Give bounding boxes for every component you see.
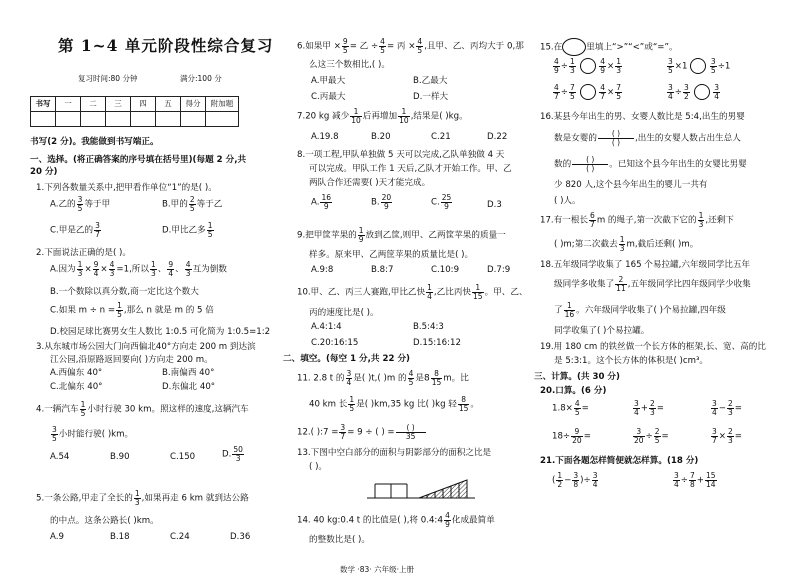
question-12: 12.( ):7 = $\frac{3}{7}$ = 9 ÷ ( ) = $\frac{( )}{35}$ — [297, 424, 427, 440]
q8-option-d[interactable]: D.3 — [487, 200, 502, 210]
section-1-heading: 一、选择。(将正确答案的序号填在括号里)(每题 2 分,共 — [30, 155, 247, 165]
q3-option-c[interactable]: C.北偏东 40° — [50, 382, 103, 392]
q10-option-b[interactable]: B.5:4:3 — [413, 322, 444, 332]
question-8: 8.一项工程,甲队单独做 5 天可以完成,乙队单独做 4 天 — [297, 150, 505, 160]
question-21: 21.下面各题怎样简便就怎样算。(18 分) — [540, 456, 699, 466]
question-10-cont: 丙的速度比是( )。 — [309, 308, 379, 318]
compare-circle-icon — [562, 38, 586, 56]
calc-item[interactable]: $\frac{3}{4}$ ÷ $\frac{7}{8}$ + $\frac{15}{14}$ — [674, 471, 716, 489]
q2-option-c[interactable]: C.如果 m ÷ n = $\frac{1}{5}$ ,那么 n 就是 m 的 5 倍 — [50, 301, 214, 319]
q7-option-a[interactable]: A.19.8 — [311, 132, 339, 142]
calc-item[interactable]: $\frac{3}{4}$ + $\frac{2}{3}$ = — [634, 399, 664, 417]
question-14-cont: 的整数比是( )。 — [309, 535, 370, 545]
q1-option-b[interactable]: B.甲的 $\frac{2}{5}$ 等于乙 — [162, 195, 223, 213]
q2-option-d[interactable]: D.校园足球比赛男女生人数比 1:0.5 可化简为 1:0.5=1:2 — [50, 327, 271, 337]
calc-item[interactable]: $\frac{3}{20}$ ÷ $\frac{2}{5}$ = — [634, 427, 669, 445]
q5-option-b[interactable]: B.18 — [110, 532, 130, 542]
q4-option-a[interactable]: A.54 — [50, 452, 70, 462]
section-2-heading: 二、填空。(每空 1 分,共 22 分) — [283, 354, 410, 364]
answer-circle-icon — [580, 58, 596, 74]
calc-item[interactable]: $\frac{3}{4}$ − $\frac{2}{3}$ = — [712, 399, 742, 417]
q6-option-c[interactable]: C.丙最大 — [311, 92, 346, 102]
q5-option-d[interactable]: D.36 — [230, 532, 251, 542]
score-cell[interactable] — [206, 112, 239, 127]
question-18: 18.五年级同学收集了 165 个易拉罐,六年级同学比五年 — [540, 260, 751, 270]
question-9-cont: 样多。原来甲、乙两筐苹果的质量比是( )。 — [309, 250, 474, 260]
question-10: 10.甲、乙、丙三人赛跑,甲比乙快 $\frac{1}{4}$ ,乙比丙快 $\frac{1}{15}$ 。甲、乙、 — [297, 283, 528, 301]
q10-option-d[interactable]: D.15:16:12 — [413, 338, 461, 348]
score-header: 附加题 — [206, 97, 239, 112]
question-19-cont: 是 5:3:1。这个长方体的体积是( )cm³。 — [554, 356, 709, 366]
score-header: 书写 — [31, 97, 56, 112]
answer-circle-icon — [694, 84, 710, 100]
calc-item[interactable]: 1.8× $\frac{4}{5}$ = — [552, 399, 589, 417]
q6-option-a[interactable]: A.甲最大 — [311, 76, 346, 86]
score-cell[interactable] — [81, 112, 106, 127]
question-20: 20.口算。(6 分) — [540, 386, 607, 396]
question-6-cont: 么这三个数相比,( )。 — [309, 60, 390, 70]
shaded-area-figure — [367, 476, 477, 502]
score-cell[interactable] — [131, 112, 156, 127]
section-1-heading-cont: 20 分) — [30, 167, 58, 177]
q7-option-b[interactable]: B.20 — [371, 132, 391, 142]
q3-option-d[interactable]: D.东偏北 40° — [162, 382, 216, 392]
q6-option-d[interactable]: D.一样大 — [413, 92, 449, 102]
q10-option-a[interactable]: A.4:1:4 — [311, 322, 342, 332]
question-15: 15.在 里填上“>”“<”或“=”。 — [540, 38, 678, 56]
calc-item[interactable]: 18÷ $\frac{9}{20}$ = — [552, 427, 591, 445]
question-18-cont3: 同学收集了( )个易拉罐。 — [554, 326, 650, 336]
compare-item[interactable]: $\frac{4}{9}$ ÷ $\frac{1}{3}$ $\frac{4}{9}$ × $\frac{1}{3}$ — [554, 57, 621, 75]
score-table — [30, 96, 239, 127]
score-header: 得分 — [181, 97, 206, 112]
q8-option-b[interactable]: B. $\frac{20}{9}$ — [371, 193, 392, 211]
q1-option-d[interactable]: D.甲比乙多 $\frac{1}{5}$ — [162, 221, 213, 239]
question-6: 6.如果甲 × $\frac{9}{5}$ = 乙 ÷ $\frac{4}{5}$ = 丙 × $\frac{4}{5}$ ,且甲、乙、丙均大于 0,那 — [297, 37, 524, 55]
question-5-cont: 的中点。这条公路长( )km。 — [50, 516, 159, 526]
q3-option-a[interactable]: A.西偏东 40° — [50, 368, 103, 378]
question-4: 4.一辆汽车 $\frac{1}{5}$ 小时行驶 30 km。照这样的速度,这辆汽车 — [36, 400, 249, 418]
question-16-cont: 数是女婴的 $\frac{( )}{( )}$ ,出生的女婴人数占出生总人 — [554, 129, 741, 147]
q8-option-c[interactable]: C. $\frac{25}{9}$ — [431, 193, 452, 211]
question-19: 19.用 180 cm 的铁丝做一个长方体的框架,长、宽、高的比 — [540, 342, 766, 352]
question-13: 13.下图中空白部分的面积与阴影部分的面积之比是 — [297, 448, 492, 458]
q8-option-a[interactable]: A. $\frac{16}{9}$ — [311, 193, 332, 211]
section-3-heading: 三、计算。(共 30 分) — [534, 372, 620, 382]
question-16-cont4: ( )人。 — [554, 196, 581, 206]
question-4-cont: $\frac{3}{5}$ 小时能行驶( )km。 — [52, 425, 134, 443]
question-13-cont: ( )。 — [309, 462, 328, 472]
answer-circle-icon — [690, 58, 706, 74]
calc-item[interactable]: $\frac{3}{7}$ × $\frac{2}{3}$ = — [712, 427, 742, 445]
question-17: 17.有一根长 $\frac{6}{7}$ m 的绳子,第一次截下它的 $\frac{1}{3}$ ,还剩下 — [540, 211, 734, 229]
q4-option-b[interactable]: B.90 — [110, 452, 130, 462]
q9-option-d[interactable]: D.7:9 — [487, 265, 511, 275]
question-16-cont3: 少 820 人,这个县今年出生的婴儿一共有 — [554, 180, 708, 190]
compare-item[interactable]: $\frac{3}{5}$ ×1 $\frac{3}{5}$ ÷1 — [668, 57, 731, 75]
calc-item[interactable]: ( $\frac{1}{2}$ − $\frac{3}{8}$ )÷ $\frac{3}{4}$ — [552, 471, 598, 489]
question-18-cont2: 了 $\frac{1}{16}$ 。六年级同学收集了( )个易拉罐,四年级 — [554, 301, 726, 319]
question-16: 16.某县今年出生的男、女婴人数比是 5:4,出生的男婴 — [540, 112, 745, 122]
q5-option-c[interactable]: C.24 — [170, 532, 190, 542]
writing-note: 书写(2 分)。我能做到书写端正。 — [30, 137, 159, 147]
compare-item[interactable]: $\frac{3}{4}$ ÷ $\frac{3}{2}$ $\frac{3}{4}$ — [668, 83, 720, 101]
question-8-cont2: 两队合作还需要( )天才能完成。 — [309, 178, 431, 188]
question-14: 14. 40 kg:0.4 t 的比值是( ),将 0.4:4 $\frac{4}{9}$ 化成最简单 — [297, 511, 495, 529]
question-16-cont2: 数的 $\frac{( )}{( )}$ 。已知这个县今年出生的女婴比男婴 — [554, 155, 747, 173]
page-footer: 数学 ·83· 六年级·上册 — [340, 565, 414, 574]
q7-option-c[interactable]: C.21 — [431, 132, 451, 142]
q2-option-a[interactable]: A.因为 $\frac{1}{3}$ × $\frac{9}{4}$ × $\frac{4}{3}$ =1,所以 $\frac{1}{3}$ 、 $\frac{9}{4}$ 、 $\frac{4}{3}$ 互为倒数 — [50, 260, 227, 278]
score-cell[interactable] — [31, 112, 56, 127]
q4-option-c[interactable]: C.150 — [170, 452, 196, 462]
question-2: 2.下面说法正确的是( )。 — [36, 248, 131, 258]
score-header: 一 — [56, 97, 81, 112]
q5-option-a[interactable]: A.9 — [50, 532, 64, 542]
page-title: 第 1~4 单元阶段性综合复习 — [58, 36, 274, 55]
q1-option-c[interactable]: C.甲是乙的 $\frac{3}{7}$ — [50, 221, 100, 239]
answer-circle-icon — [580, 84, 596, 100]
compare-item[interactable]: $\frac{4}{7}$ ÷ $\frac{7}{5}$ $\frac{4}{7}$ × $\frac{7}{5}$ — [554, 83, 621, 101]
full-score: 满分:100 分 — [180, 74, 222, 83]
question-5: 5.一条公路,甲走了全长的 $\frac{1}{3}$ ,如果再走 6 km 就到达公路 — [36, 489, 249, 507]
question-3: 3.从东城市场公园大门向西偏北40°方向走 200 m 到达滨 — [36, 342, 256, 352]
q9-option-b[interactable]: B.8:7 — [371, 265, 394, 275]
q4-option-d[interactable]: D. $\frac{50}{3}$ — [222, 445, 243, 463]
score-cell[interactable] — [106, 112, 131, 127]
question-11: 11. 2.8 t 的 $\frac{3}{4}$ 是( )t,( )m 的 $\frac{4}{5}$ 是8 $\frac{8}{15}$ m。比 — [297, 369, 469, 387]
question-7: 7.20 kg 减少 $\frac{1}{10}$ 后再增加 $\frac{1}{10}$ ,结果是( )kg。 — [297, 107, 468, 125]
q10-option-c[interactable]: C.20:16:15 — [311, 338, 359, 348]
q7-option-d[interactable]: D.22 — [487, 132, 508, 142]
score-cell[interactable] — [156, 112, 181, 127]
score-header: 三 — [106, 97, 131, 112]
question-11-cont: 40 km 长 $\frac{1}{5}$ 是( )km,35 kg 比( )kg 轻 $\frac{8}{15}$ 。 — [309, 395, 480, 413]
score-header: 五 — [156, 97, 181, 112]
score-cell[interactable] — [56, 112, 81, 127]
q2-option-b[interactable]: B.一个数除以真分数,商一定比这个数大 — [50, 287, 199, 297]
review-time: 复习时间:80 分钟 — [78, 74, 138, 83]
q9-option-c[interactable]: C.10:9 — [431, 265, 460, 275]
question-18-cont: 级同学多收集了 $\frac{2}{11}$ ,五年级同学比四年级同学少收集 — [554, 275, 751, 293]
question-1: 1.下列各数量关系中,把甲看作单位“1”的是( )。 — [36, 183, 217, 193]
question-8-cont: 可以完成。甲队工作 1 天后,乙队才开始工作。甲、乙 — [309, 164, 512, 174]
q6-option-b[interactable]: B.乙最大 — [413, 76, 448, 86]
score-header: 二 — [81, 97, 106, 112]
score-header: 四 — [131, 97, 156, 112]
q9-option-a[interactable]: A.9:8 — [311, 265, 334, 275]
score-cell[interactable] — [181, 112, 206, 127]
q3-option-b[interactable]: B.南偏西 40° — [162, 368, 215, 378]
q1-option-a[interactable]: A.乙的 $\frac{3}{5}$ 等于甲 — [50, 195, 111, 213]
question-3-cont: 江公园,沿原路返回要向( )方向走 200 m。 — [50, 355, 213, 365]
question-9: 9.把甲筐苹果的 $\frac{1}{9}$ 放到乙筐,则甲、乙两筐苹果的质量一 — [297, 226, 506, 244]
question-17-cont: ( )m;第二次截去 $\frac{1}{3}$ m,截后还剩( )m。 — [554, 235, 699, 253]
